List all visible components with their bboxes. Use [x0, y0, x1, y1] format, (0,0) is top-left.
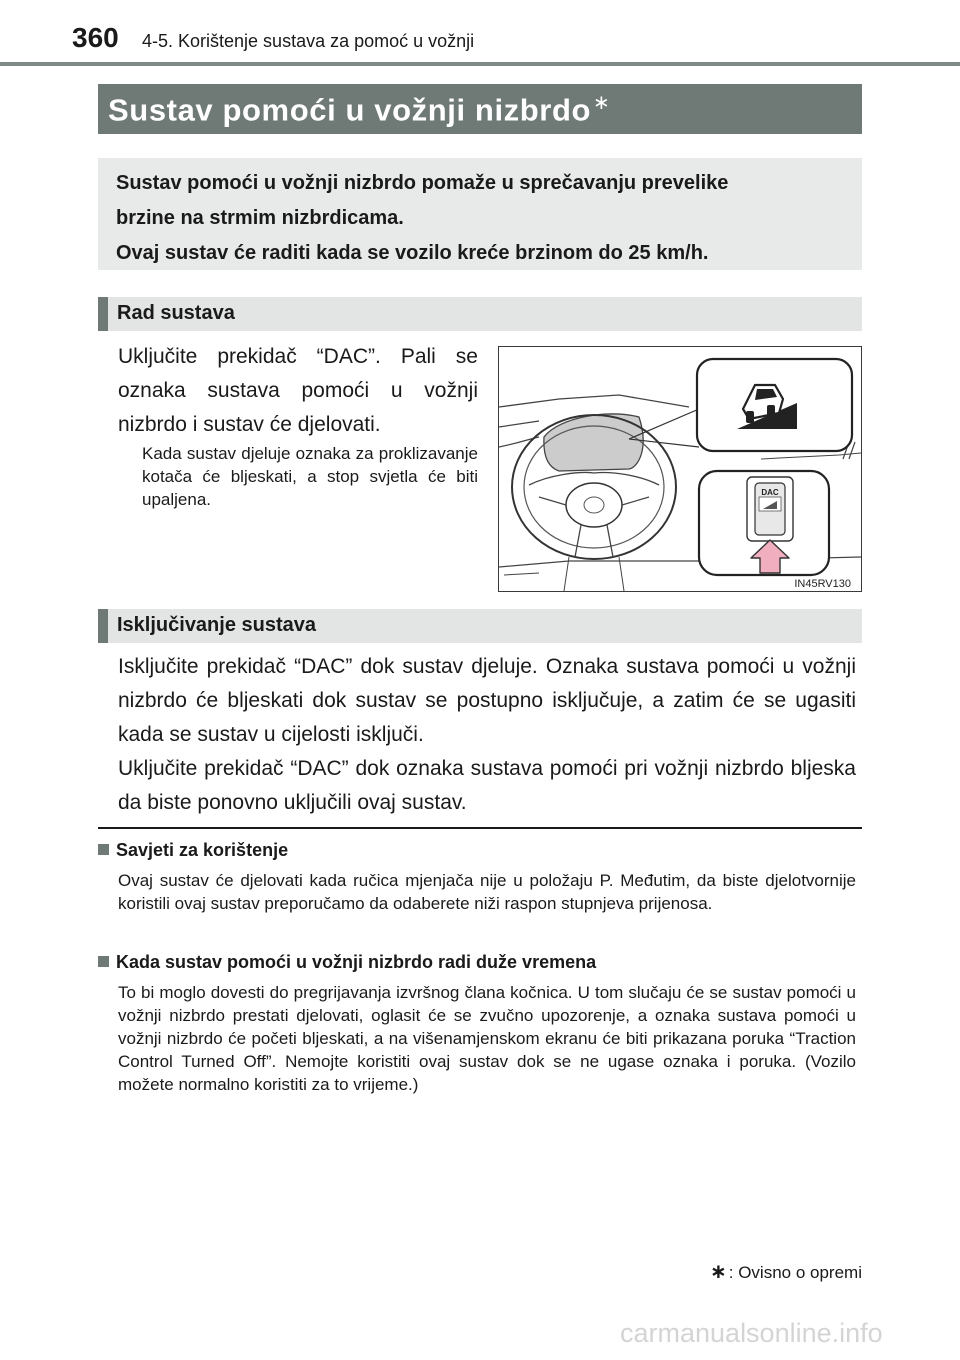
page-title — [108, 90, 610, 128]
tip-heading-text: Kada sustav pomoći u vožnji nizbrdo radi duže vremena — [116, 952, 597, 972]
page-title-text: Sustav pomoći u vožnji nizbrdo — [108, 92, 592, 128]
footnote-star: ∗ — [710, 1261, 727, 1283]
page-number: 360 — [72, 22, 119, 53]
tip-text: Ovaj sustav će djelovati kada ručica mjenjača nije u položaju P. Međutim, da biste djelotvornije koristili ovaj sustav preporučamo da odaberete niži raspon stupnjeva prijenosa. — [118, 871, 856, 913]
intro-line: Ovaj sustav će raditi kada se vozilo kreće brzinom do 25 km/h. — [116, 242, 709, 264]
section-header-operation — [98, 297, 862, 331]
operation-note: Kada sustav djeluje oznaka za proklizavanje kotača će bljeskati, a stop svjetla će biti upaljena. — [142, 444, 478, 509]
figure-code: IN45RV130 — [794, 578, 851, 590]
off-paragraph-2: Uključite prekidač “DAC” dok oznaka sustava pomoći pri vožnji nizbrdo bljeska da biste ponovno uključili ovaj sustav. — [118, 757, 856, 814]
bullet-square-icon — [98, 844, 109, 855]
watermark: carmanualsonline.info — [620, 1318, 883, 1348]
bullet-square-icon — [98, 956, 109, 967]
section-heading: Isključivanje sustava — [117, 614, 317, 636]
intro-line: brzine na strmim nizbrdicama. — [116, 207, 404, 229]
operation-paragraph: Uključite prekidač “DAC”. Pali se oznaka sustava pomoći u vožnji nizbrdo i sustav će djelovati. — [118, 345, 478, 436]
dashboard-drawing — [499, 347, 861, 591]
footnote — [710, 1259, 862, 1284]
chapter-title: 4-5. Korištenje sustava za pomoć u vožnji — [142, 31, 475, 51]
section-title-bar — [98, 84, 862, 134]
off-paragraph-1: Isključite prekidač “DAC” dok sustav djeluje. Oznaka sustava pomoći u vožnji nizbrdo će bljeskati dok sustav se postupno isključuje, a zatim će se ugasiti kada se sustav u cijelosti isključi. — [118, 655, 856, 746]
section-divider — [98, 827, 862, 829]
tip-heading — [98, 952, 596, 973]
tip-text: To bi moglo dovesti do pregrijavanja izvršnog člana kočnica. U tom slučaju će se sustav pomoći u vožnji nizbrdo prestati djelovati, oglasit će se zvučno upozorenje, a oznaka sustava pomoći u vožnji nizbrdo će početi bljeskati, a na višenamjenskom ekranu će biti prikazana poruka “Traction Control Turned Off”. Nemojte koristiti ovaj sustav dok se ne ugase oznaka i poruka. (Vozilo možete normalno koristiti za to vrijeme.) — [118, 983, 856, 1094]
intro-line: Sustav pomoći u vožnji nizbrdo pomaže u sprečavanju prevelike — [116, 172, 729, 194]
tip-heading — [98, 840, 288, 861]
optional-marker: ∗ — [593, 92, 611, 114]
dac-switch-illustration — [498, 346, 862, 592]
header-rule — [0, 62, 960, 66]
intro-box — [98, 158, 862, 270]
section-heading: Rad sustava — [117, 302, 235, 324]
switch-label: DAC — [761, 488, 779, 497]
tip-heading-text: Savjeti za korištenje — [116, 840, 289, 860]
section-header-off — [98, 609, 862, 643]
footnote-text: : Ovisno o opremi — [728, 1263, 862, 1282]
